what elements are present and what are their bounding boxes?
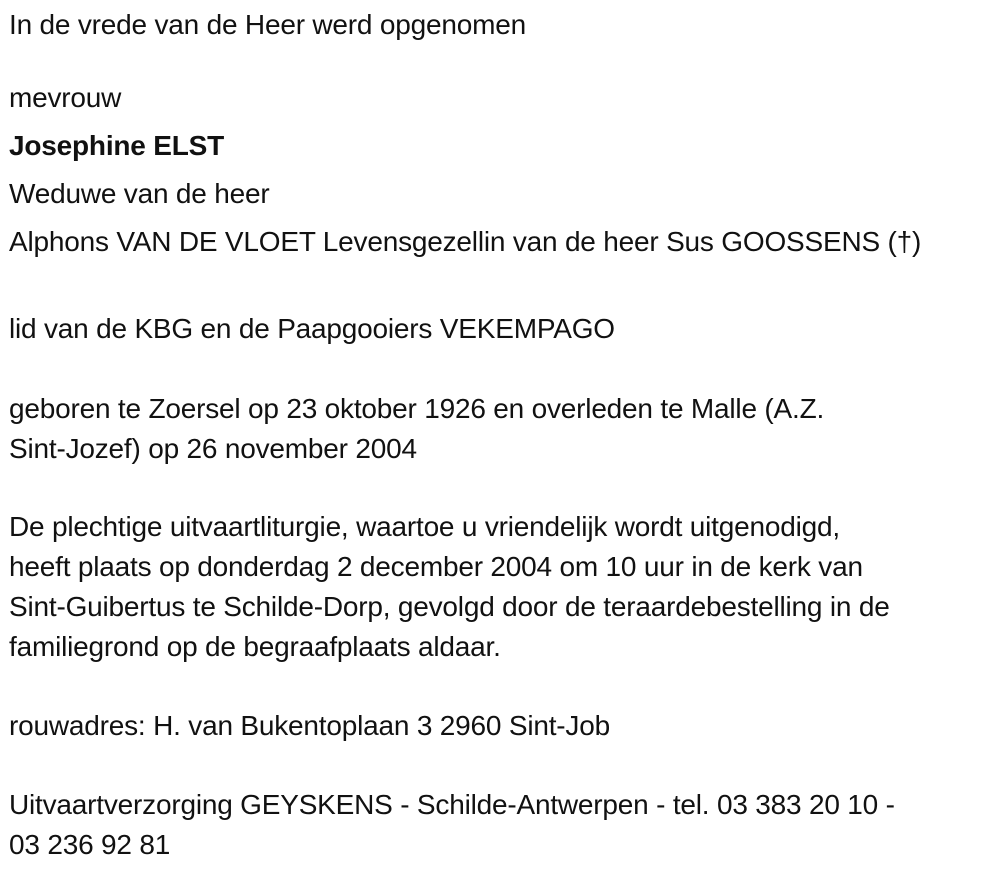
service-line-4: familiegrond op de begraafplaats aldaar.	[9, 631, 501, 662]
spouse-line: Alphons VAN DE VLOET Levensgezellin van de heer Sus GOOSSENS (†)	[9, 226, 922, 257]
life-dates-line-2: Sint-Jozef) op 26 november 2004	[9, 433, 417, 464]
intro-line: In de vrede van de Heer werd opgenomen	[9, 9, 526, 40]
salutation-line: mevrouw	[9, 82, 122, 113]
service-line-3: Sint-Guibertus te Schilde-Dorp, gevolgd door de teraardebestelling in de	[9, 591, 890, 622]
deceased-name: Josephine ELST	[9, 130, 225, 161]
life-dates-line-1: geboren te Zoersel op 23 oktober 1926 en overleden te Malle (A.Z.	[9, 393, 825, 424]
mourning-address-line: rouwadres: H. van Bukentoplaan 3 2960 Sint-Job	[9, 710, 610, 741]
service-line-1: De plechtige uitvaartliturgie, waartoe u vriendelijk wordt uitgenodigd,	[9, 511, 840, 542]
membership-line: lid van de KBG en de Paapgooiers VEKEMPAGO	[9, 313, 615, 344]
undertaker-line-2: 03 236 92 81	[9, 829, 171, 860]
undertaker-line-1: Uitvaartverzorging GEYSKENS - Schilde-Antwerpen - tel. 03 383 20 10 -	[9, 789, 895, 820]
widow-line: Weduwe van de heer	[9, 178, 270, 209]
service-line-2: heeft plaats op donderdag 2 december 2004 om 10 uur in de kerk van	[9, 551, 863, 582]
